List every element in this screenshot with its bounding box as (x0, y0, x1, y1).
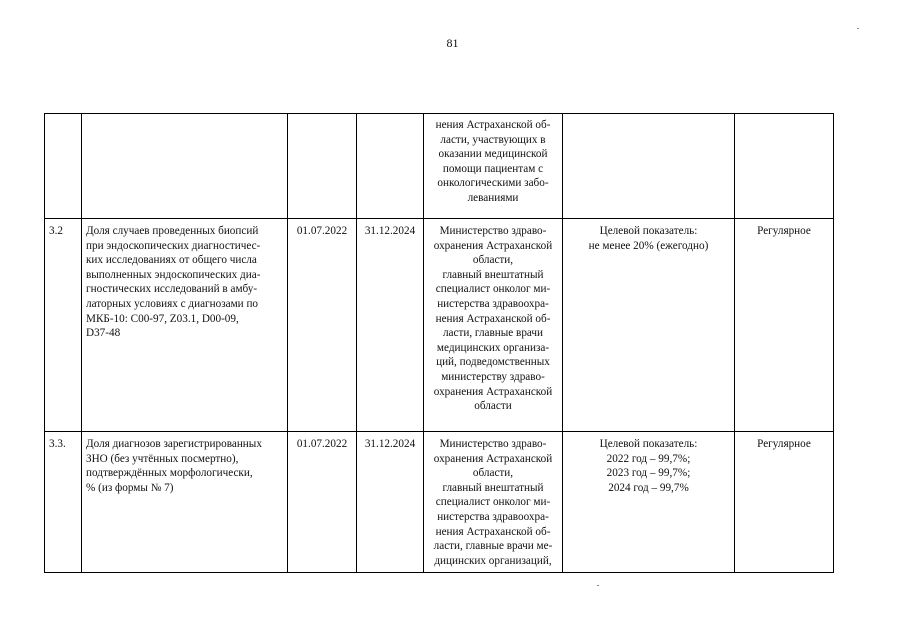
cell-type (735, 114, 834, 219)
text-line: ласти, участвующих в (440, 133, 546, 146)
text-line: подтверждённых морфологически, (86, 467, 253, 480)
text-line: главный внештатный (442, 481, 544, 494)
text-line: МКБ-10: С00-97, Z03.1, D00-09, (86, 312, 239, 325)
text-line: при эндоскопических диагностичес- (86, 239, 261, 252)
text-line: нистерства здравоохра- (437, 297, 549, 310)
cell-responsible (424, 432, 563, 573)
text-line: области (474, 400, 512, 413)
text-line: дицинских организаций, (434, 554, 552, 567)
cell-number (45, 114, 82, 219)
text-line: ласти, главные врачи ме- (433, 540, 553, 553)
text-line: области, (472, 254, 514, 267)
text-line: % (из формы № 7) (86, 481, 174, 494)
table-row (45, 114, 834, 219)
text-line: специалист онколог ми- (435, 496, 551, 509)
text-line: медицинских организа- (436, 341, 550, 354)
text-line: ких исследованиях от общего числа (86, 254, 257, 267)
text-line: Министерство здраво- (439, 438, 547, 450)
text-line: Целевой показатель: (599, 438, 698, 450)
cell-start-date: 01.07.2022 (288, 219, 357, 432)
cell-description (82, 114, 288, 219)
cell-description (82, 432, 288, 573)
text-line: специалист онколог ми- (435, 283, 551, 296)
cell-start-date (288, 114, 357, 219)
scan-speck (597, 585, 599, 586)
text-line: 2023 год – 99,7%; (606, 467, 691, 480)
cell-start-date: 01.07.2022 (288, 432, 357, 573)
text-line: не менее 20% (ежегодно) (588, 239, 709, 252)
text-line: латорных условиях с диагнозами по (86, 297, 259, 310)
text-line: Доля случаев проведенных биопсий (86, 225, 259, 237)
text-line: ций, подведомственных (436, 356, 550, 369)
text-line: Целевой показатель: (599, 225, 698, 237)
text-line: нения Астраханской об- (435, 312, 551, 325)
text-line: охранения Астраханской (433, 239, 553, 252)
text-line: помощи пациентам с (442, 162, 544, 175)
text-line: 2022 год – 99,7%; (606, 452, 691, 465)
text-line: гностических исследований в амбу- (86, 283, 258, 296)
text-line: нения Астраханской об- (435, 119, 551, 131)
cell-end-date (357, 114, 424, 219)
text-line: D37-48 (86, 327, 121, 340)
cell-type: Регулярное (735, 432, 834, 573)
text-line: нения Астраханской об- (435, 525, 551, 538)
text-line: 2024 год – 99,7% (608, 481, 689, 494)
text-line: охранения Астраханской (433, 452, 553, 465)
cell-type: Регулярное (735, 219, 834, 432)
cell-end-date: 31.12.2024 (357, 432, 424, 573)
page-number: 81 (446, 36, 459, 50)
measures-table (44, 113, 834, 573)
cell-end-date: 31.12.2024 (357, 219, 424, 432)
text-line: нистерства здравоохра- (437, 510, 549, 523)
cell-indicator (563, 432, 735, 573)
text-line: оказании медицинской (438, 148, 548, 161)
scan-speck (857, 28, 859, 29)
cell-responsible (424, 219, 563, 432)
text-line: Министерство здраво- (439, 225, 547, 237)
cell-indicator (563, 114, 735, 219)
cell-responsible (424, 114, 563, 219)
text-line: онкологическими забо- (437, 177, 549, 190)
cell-number: 3.2 (45, 219, 82, 432)
text-line: ЗНО (без учтённых посмертно), (86, 452, 239, 465)
text-line: Доля диагнозов зарегистрированных (86, 438, 262, 450)
text-line: области, (472, 467, 514, 480)
text-line: ласти, главные врачи (442, 327, 544, 340)
text-line: министерству здраво- (441, 370, 545, 383)
cell-number: 3.3. (45, 432, 82, 573)
table-row (45, 432, 834, 573)
text-line: главный внештатный (442, 268, 544, 281)
cell-description (82, 219, 288, 432)
text-line: леваниями (467, 191, 519, 204)
table-row (45, 219, 834, 432)
cell-indicator (563, 219, 735, 432)
text-line: выполненных эндоскопических диа- (86, 268, 261, 281)
text-line: охранения Астраханской (433, 385, 553, 398)
